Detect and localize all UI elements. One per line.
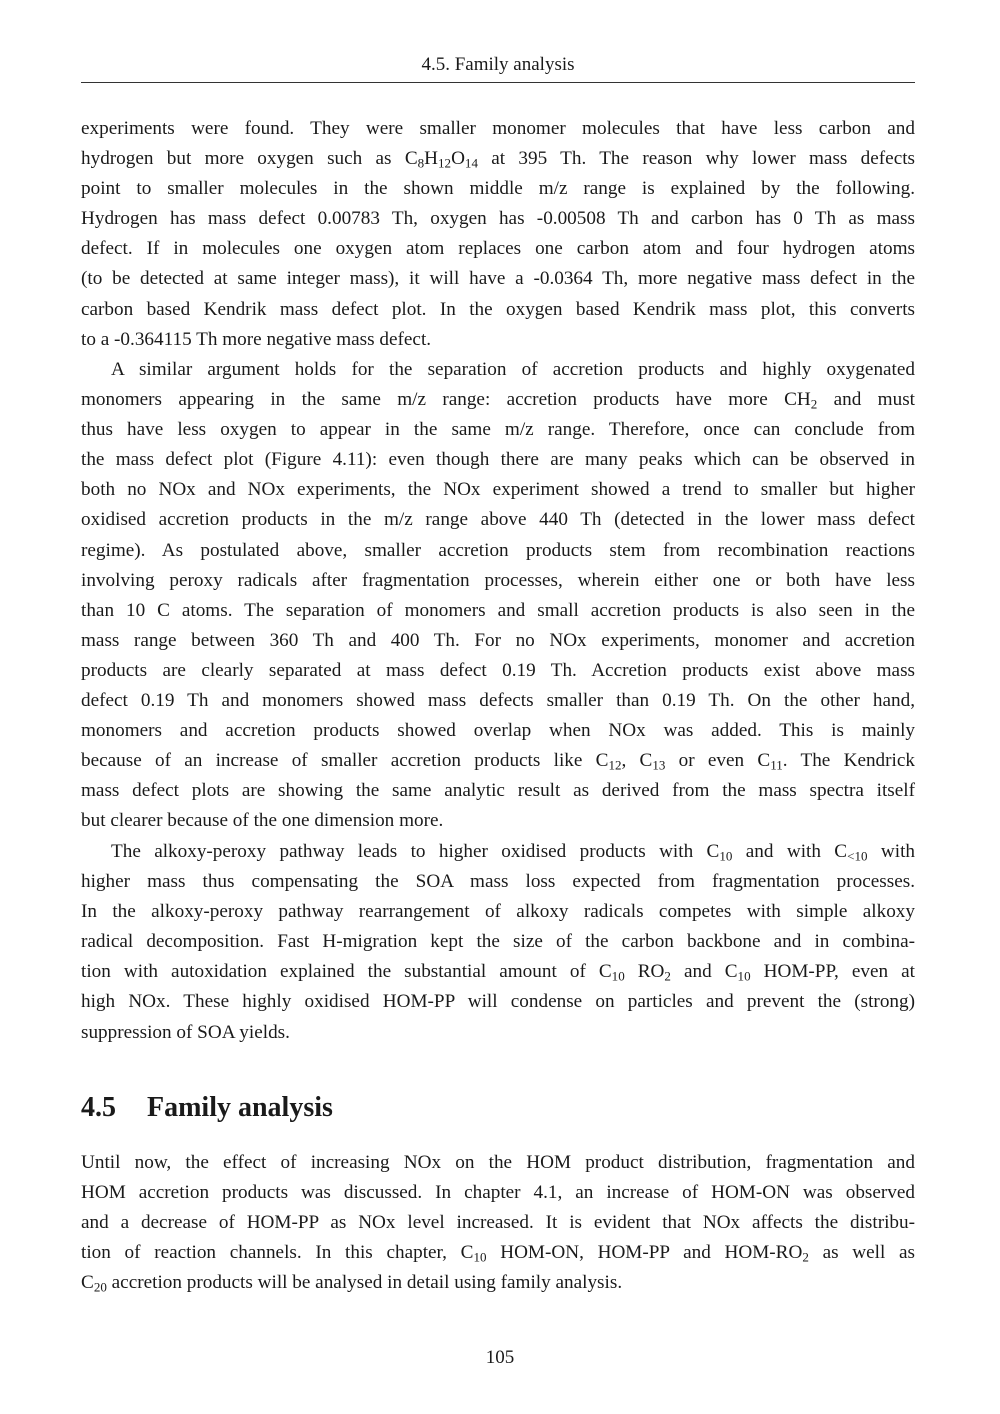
section-title: Family analysis — [147, 1092, 333, 1123]
subscript: 10 — [611, 969, 625, 985]
text-line: radical decomposition. Fast H-migration kept the size of the carbon backbone and in combina- — [81, 931, 915, 953]
text-line: higher mass thus compensating the SOA mass loss expected from fragmentation processes. — [81, 871, 915, 893]
subscript: 12 — [608, 757, 622, 773]
subscript: 2 — [664, 969, 671, 985]
text-line: the mass defect plot (Figure 4.11): even though there are many peaks which can be observed in — [81, 449, 915, 471]
subscript: 14 — [464, 155, 478, 171]
subscript: 13 — [652, 757, 666, 773]
text-line: In the alkoxy-peroxy pathway rearrangement of alkoxy radicals competes with simple alkoxy — [81, 901, 915, 923]
page-number: 105 — [485, 1347, 515, 1368]
text-line: products are clearly separated at mass defect 0.19 Th. Accretion products exist above mass — [81, 659, 915, 681]
text-line: monomers and accretion products showed overlap when NOx was added. This is mainly — [81, 720, 915, 742]
subscript: <10 — [847, 848, 868, 864]
text-line: but clearer because of the one dimension more. — [81, 810, 444, 832]
text-line: both no NOx and NOx experiments, the NOx experiment showed a trend to smaller but higher — [81, 479, 915, 501]
subscript: 2 — [810, 396, 818, 412]
text-line: regime). As postulated above, smaller accretion products stem from recombination reactions — [81, 539, 915, 561]
text-line: Until now, the effect of increasing NOx on the HOM product distribution, fragmentation and — [81, 1152, 915, 1173]
subscript: 12 — [438, 155, 452, 171]
text-line: Hydrogen has mass defect 0.00783 Th, oxygen has -0.00508 Th and carbon has 0 Th as mass — [81, 208, 915, 230]
text-line: carbon based Kendrik mass defect plot. In the oxygen based Kendrik mass plot, this converts — [81, 298, 915, 320]
text-line: defect 0.19 Th and monomers showed mass defects smaller than 0.19 Th. On the other hand, — [81, 690, 915, 712]
text-line: mass defect plots are showing the same analytic result as derived from the mass spectra itself — [81, 780, 915, 802]
text-line: thus have less oxygen to appear in the same m/z range. Therefore, once can conclude from — [81, 419, 915, 441]
text-line: mass range between 360 Th and 400 Th. For no NOx experiments, monomer and accretion — [81, 629, 915, 651]
subscript: 10 — [473, 1249, 487, 1265]
text-line: A similar argument holds for the separation of accretion products and highly oxygenated — [111, 359, 915, 380]
subscript: 11 — [770, 757, 783, 773]
text-line: high NOx. These highly oxidised HOM-PP will condense on particles and prevent the (strong) — [81, 991, 915, 1013]
text-line: (to be detected at same integer mass), it will have a -0.0364 Th, more negative mass defect in the — [81, 268, 915, 290]
text-line: tion with autoxidation explained the substantial amount of $C_{10}$ $RO_2$ and $C_{10}$ HOM-PP, even at — [81, 961, 915, 985]
text-line: suppression of SOA yields. — [81, 1021, 290, 1043]
section-heading — [81, 1088, 333, 1128]
text-line: experiments were found. They were smaller monomer molecules that have less carbon and — [81, 118, 915, 139]
subscript: 8 — [417, 155, 425, 171]
subscript: 10 — [719, 848, 733, 864]
paragraph-accretion-separation — [81, 355, 915, 837]
paragraph-family-analysis-intro — [81, 1148, 915, 1298]
subscript: 20 — [93, 1280, 107, 1296]
running-header: 4.5. Family analysis — [421, 54, 575, 75]
paragraph-alkoxy-peroxy-pathway — [81, 837, 915, 1048]
text-line: point to smaller molecules in the shown middle m/z range is explained by the following. — [81, 178, 915, 200]
text-line: and a decrease of HOM-PP as NOx level increased. It is evident that NOx affects the distribu- — [81, 1212, 915, 1234]
text-line: defect. If in molecules one oxygen atom replaces one carbon atom and four hydrogen atoms — [81, 238, 915, 260]
section-number: 4.5 — [81, 1092, 116, 1123]
header-rule — [81, 82, 915, 83]
text-line: involving peroxy radicals after fragmentation processes, wherein either one or both have less — [81, 569, 915, 591]
text-line: because of an increase of smaller accretion products like $C_{12}$, $C_{13}$ or even $C_{11}$. The Kendrick — [81, 750, 915, 773]
text-line: tion of reaction channels. In this chapter, $C_{10}$ HOM-ON, HOM-PP and HOM-$RO_2$ as well as — [81, 1242, 915, 1265]
subscript: 2 — [802, 1249, 809, 1265]
text-line: monomers appearing in the same m/z range: accretion products have more $CH_2$ and must — [81, 389, 915, 412]
paragraph-mass-defect-explanation — [81, 114, 915, 355]
text-line: hydrogen but more oxygen such as $C_8H_{12}O_{14}$ at 395 Th. The reason why lower mass defects — [81, 148, 916, 171]
subscript: 10 — [737, 969, 751, 985]
text-line: than 10 C atoms. The separation of monomers and small accretion products is also seen in the — [81, 599, 915, 621]
text-line: $C_{20}$ accretion products will be analysed in detail using family analysis. — [81, 1272, 623, 1296]
text-line: HOM accretion products was discussed. In chapter 4.1, an increase of HOM-ON was observed — [81, 1182, 915, 1204]
text-line: The alkoxy-peroxy pathway leads to higher oxidised products with $C_{10}$ and with $C_{<10}$ with — [111, 841, 915, 864]
text-line: oxidised accretion products in the m/z range above 440 Th (detected in the lower mass defect — [81, 509, 915, 531]
text-line: to a -0.364115 Th more negative mass defect. — [81, 328, 432, 350]
